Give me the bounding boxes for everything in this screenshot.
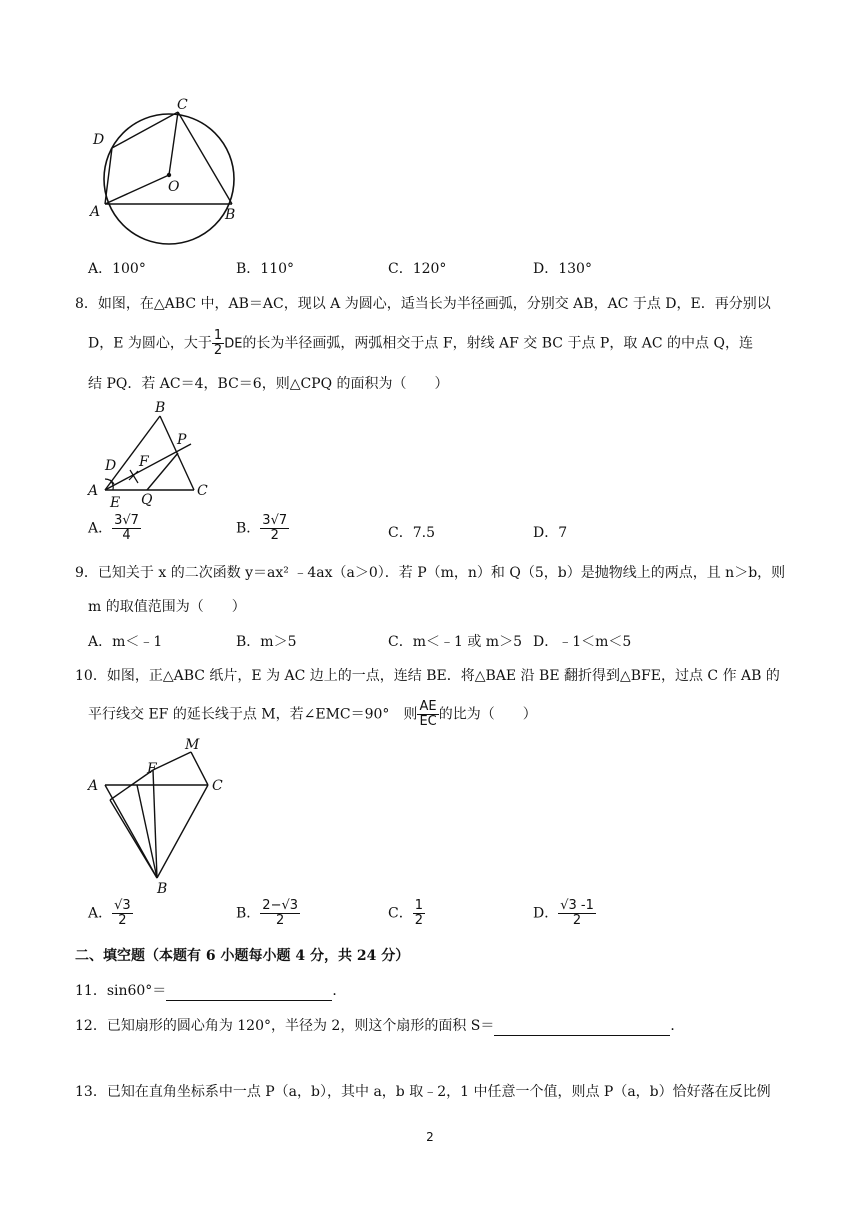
q12-answer-blank[interactable] bbox=[494, 1019, 670, 1036]
q8-line-2-post: 的长为半径画弧，两弧相交于点 F，射线 AF 交 BC 于点 P，取 AC 的中点 Q，连 bbox=[242, 335, 753, 352]
q10-frac-num: AE bbox=[417, 700, 438, 715]
q7-figure bbox=[85, 95, 245, 250]
q10-option-d-num: √3 -1 bbox=[560, 898, 594, 913]
q10-option-a-label: A． bbox=[88, 905, 113, 922]
q7-label-o: O bbox=[168, 179, 180, 195]
q10-label-f: F bbox=[147, 761, 157, 777]
q8-option-a-num: 3√7 bbox=[114, 513, 139, 528]
q10-line-1: 10．如图，正△ABC 纸片，E 为 AC 边上的一点，连结 BE．将△BAE 沿 BE 翻折得到△BFE，过点 C 作 AB 的 bbox=[75, 668, 780, 684]
q7-label-c: C bbox=[177, 97, 188, 113]
q10-option-d bbox=[533, 899, 596, 928]
q10-option-d-frac bbox=[558, 899, 596, 928]
q8-line-3: 结 PQ．若 AC＝4，BC＝6，则△CPQ 的面积为（ ） bbox=[88, 376, 449, 392]
q10-label-a: A bbox=[88, 778, 99, 794]
q12-line bbox=[75, 1016, 684, 1036]
q10-option-a-den: 2 bbox=[118, 913, 127, 928]
q8-figure bbox=[85, 398, 225, 510]
q8-option-b-label: B． bbox=[236, 520, 261, 537]
q10-option-d-den: 2 bbox=[572, 913, 582, 928]
q8-option-c: C．7.5 bbox=[388, 525, 435, 541]
q13-line-1: 13．已知在直角坐标系中一点 P（a，b），其中 a，b 取﹣2，1 中任意一个值，则点 P（a，b）恰好落在反比例 bbox=[75, 1084, 771, 1100]
q8-option-a-den: 4 bbox=[122, 528, 131, 543]
q12-post: ． bbox=[670, 1018, 685, 1034]
q7-label-d: D bbox=[93, 132, 105, 148]
q11-post: ． bbox=[332, 983, 347, 999]
q9-option-c: C．m＜﹣1 或 m＞5 bbox=[388, 634, 522, 650]
q11-line bbox=[75, 981, 346, 1001]
q9-line-1: 9．已知关于 x 的二次函数 y＝ax² ﹣4ax（a＞0）．若 P（m，n）和 Q（5，b）是抛物线上的两点，且 n＞b，则 bbox=[75, 565, 786, 581]
q10-figure bbox=[85, 735, 240, 895]
q10-line-2-post: 的比为（ ） bbox=[438, 706, 537, 723]
q8-line-2-pre: D，E 为圆心，大于 bbox=[88, 335, 212, 352]
q7-option-d: D．130° bbox=[533, 261, 592, 277]
q9-option-d: D．﹣1＜m＜5 bbox=[533, 634, 632, 650]
q8-label-q: Q bbox=[141, 492, 153, 508]
q8-frac-tail: DE bbox=[224, 336, 243, 352]
q10-option-c-num: 1 bbox=[414, 898, 423, 913]
q10-line-2-pre: 平行线交 EF 的延长线于点 M，若∠EMC＝90° 则 bbox=[88, 706, 418, 723]
q10-line-2 bbox=[88, 700, 537, 729]
q8-option-a-frac bbox=[112, 514, 141, 543]
q8-line-1: 8．如图，在△ABC 中，AB＝AC，现以 A 为圆心，适当长为半径画弧，分别交 AB，AC 于点 D，E．再分别以 bbox=[75, 296, 771, 312]
q8-option-a-label: A． bbox=[88, 520, 113, 537]
q10-label-b: B bbox=[157, 881, 168, 895]
q9-line-2: m 的取值范围为（ ） bbox=[88, 599, 246, 615]
q10-option-b-label: B． bbox=[236, 905, 261, 922]
q11-pre: 11．sin60°＝ bbox=[75, 983, 167, 999]
q8-label-a: A bbox=[88, 483, 99, 499]
q10-option-c-den: 2 bbox=[414, 913, 423, 928]
q8-option-d: D．7 bbox=[533, 525, 568, 541]
q7-option-c: C．120° bbox=[388, 261, 447, 277]
q7-label-a: A bbox=[90, 204, 101, 220]
q8-option-b-den: 2 bbox=[270, 528, 279, 543]
q8-frac-num: 1 bbox=[213, 328, 223, 343]
q9-option-a: A．m＜﹣1 bbox=[88, 634, 163, 650]
q8-option-b-num: 3√7 bbox=[262, 513, 288, 528]
q10-label-m: M bbox=[185, 737, 200, 753]
q10-option-b-frac bbox=[260, 899, 300, 928]
q10-option-d-label: D． bbox=[533, 905, 559, 922]
q10-frac-den: EC bbox=[419, 714, 437, 729]
q10-option-b-den: 2 bbox=[276, 913, 285, 928]
q9-option-b: B．m＞5 bbox=[236, 634, 297, 650]
q8-option-a bbox=[88, 514, 141, 543]
q8-option-b bbox=[236, 514, 289, 543]
q11-answer-blank[interactable] bbox=[166, 984, 332, 1001]
q8-line-2 bbox=[88, 329, 753, 358]
q7-option-b: B．110° bbox=[236, 261, 295, 277]
section-2-heading: 二、填空题（本题有 6 小题每小题 4 分，共 24 分） bbox=[75, 948, 410, 964]
q8-label-b: B bbox=[155, 400, 166, 416]
q8-label-f: F bbox=[139, 454, 149, 470]
q10-label-c: C bbox=[212, 778, 223, 794]
q10-fraction bbox=[417, 700, 438, 729]
page-number: 2 bbox=[426, 1130, 434, 1144]
q10-option-b-num: 2−√3 bbox=[262, 898, 299, 913]
q8-option-b-frac bbox=[260, 514, 289, 543]
q8-frac-den: 2 bbox=[213, 343, 223, 358]
q10-option-c bbox=[388, 899, 425, 928]
q7-option-a: A．100° bbox=[88, 261, 146, 277]
q10-option-a bbox=[88, 899, 133, 928]
q8-label-c: C bbox=[197, 483, 208, 499]
q8-label-e: E bbox=[110, 495, 121, 510]
q7-label-b: B bbox=[225, 207, 236, 223]
q10-option-a-num: √3 bbox=[114, 898, 131, 913]
q8-label-p: P bbox=[177, 432, 187, 448]
q10-option-c-label: C． bbox=[388, 905, 413, 922]
q10-option-b bbox=[236, 899, 300, 928]
q10-option-c-frac bbox=[413, 899, 425, 928]
q10-option-a-frac bbox=[112, 899, 133, 928]
q8-label-d: D bbox=[105, 458, 117, 474]
q8-fraction bbox=[212, 329, 224, 358]
q12-pre: 12．已知扇形的圆心角为 120°，半径为 2，则这个扇形的面积 S＝ bbox=[75, 1018, 495, 1034]
